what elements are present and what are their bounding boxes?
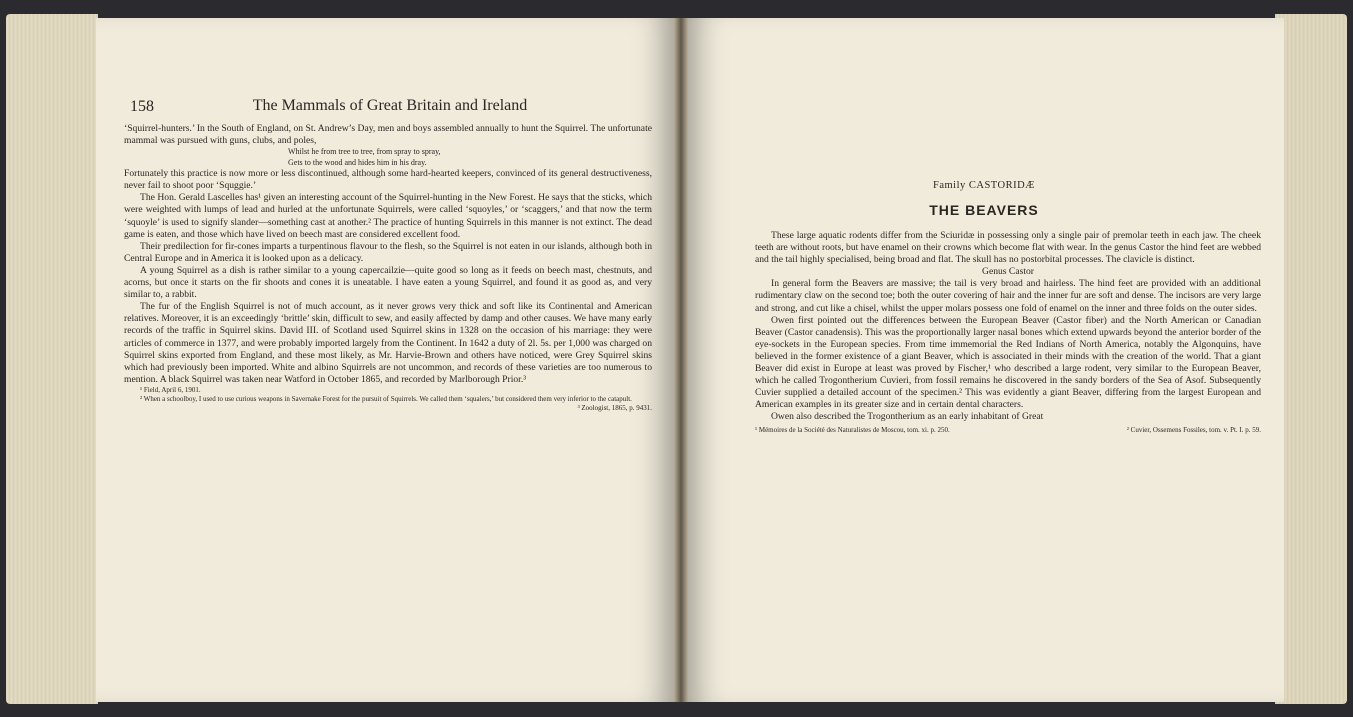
paragraph: In general form the Beavers are massive; the tail is very broad and hairless. The hind feet are provided with an additional rudimentary claw on the second toe; both the outer covering of hair and the inner fur are soft and dense. The incisors are very large and strong, and cut like a chisel, whilst the upper molars possess one fold of enamel on the inner and three folds on the outer sides. (755, 278, 1261, 314)
footnote: ² Cuvier, Ossemens Fossiles, tom. v. Pt. I. p. 59. (1126, 425, 1261, 434)
right-page-body (755, 230, 1261, 435)
verse-line: Whilst he from tree to tree, from spray to spray, (288, 147, 441, 157)
right-page-edges (1275, 14, 1347, 704)
genus-heading: Genus Castor (982, 266, 1034, 278)
running-title: The Mammals of Great Britain and Ireland (252, 97, 528, 114)
footnotes (755, 426, 1261, 435)
footnote: ³ Zoologist, 1865, p. 9431. (577, 403, 652, 412)
paragraph: Owen first pointed out the differences between the European Beaver (Castor fiber) and the North American or Canadian Beaver (Castor canadensis). This was the proportionally larger nasal bones which extend upwards beyond the anterior border of the eye-sockets in the European species. From time immemorial the Red Indians of North America, notably the Algonquins, have believed in the former existence of a giant Beaver, which is associated in their minds with the creation of the world. That a giant Beaver did exist in Europe at least was proved by Fischer,¹ who described a large rodent, very similar to the European Beaver, which he called Trogontherium Cuvieri, from fossil remains he discovered in the sandy borders of the Sea of Asof. Subsequently Cuvier supplied a detailed account of the specimen.² This was evidently a giant Beaver, differing from the largest European and American examples in its greater size and in certain dental characters. (755, 314, 1261, 411)
paragraph: Owen also described the Trogontherium as an early inhabitant of Great (771, 411, 1044, 423)
verse-line: Gets to the wood and hides him in his dray. (288, 157, 427, 167)
paragraph: A young Squirrel as a dish is rather similar to a young capercailzie—quite good so long as it feeds on beech mast, chestnuts, and acorns, but once it starts on the fir shoots and cones it is uneatable. I have eaten a young Squirrel, and found it as good as, and very similar to, a rabbit. (124, 264, 652, 301)
book-gutter (674, 18, 688, 702)
paragraph: These large aquatic rodents differ from the Sciuridæ in possessing only a single pair of premolar teeth in each jaw. The cheek teeth are without roots, but have enamel on their crowns which become flat with wear. In the genus Castor the hind feet are webbed and the tail highly specialised, being broad and flat. The skull has no postorbital processes. The clavicle is distinct. (755, 230, 1261, 266)
paragraph: The Hon. Gerald Lascelles has¹ given an interesting account of the Squirrel-hunting in the New Forest. He says that the sticks, which were weighted with lumps of lead and hurled at the unfortunate Squirrels, were called ‘squoyles,’ or ‘scaggers,’ and that now the term ‘squoyle’ is used to signify slander—something cast at another.² The practice of hunting Squirrels in this manner is not extinct. The dead game is eaten, and those which have lived on beech mast are considered excellent food. (124, 192, 652, 240)
chapter-title: THE BEAVERS (929, 202, 1039, 218)
paragraph: ‘Squirrel-hunters.’ In the South of England, on St. Andrew’s Day, men and boys assembled annually to hunt the Squirrel. The unfortunate mammal was pursued with guns, clubs, and poles, (124, 123, 652, 147)
page-number: 158 (130, 98, 154, 115)
footnote: ² When a schoolboy, I used to use curious weapons in Savernake Forest for the pursuit of Squirrels. We called them ‘squalers,’ but considered them very inferior to the catapult. (140, 394, 632, 403)
paragraph: Fortunately this practice is now more or less discontinued, although some hard-hearted keepers, convinced of its general destructiveness, never fail to shoot poor ‘Squggie.’ (124, 168, 652, 192)
footnote: ¹ Field, April 6, 1901. (140, 385, 201, 394)
paragraph: The fur of the English Squirrel is not of much account, as it never grows very thick and soft like its Continental and American relatives. Moreover, it is an exceedingly ‘brittle’ skin, difficult to sew, and easily affected by damp and other causes. We have many early records of the traffic in Squirrel skins. David III. of Scotland used Squirrel skins in 1328 on the occasion of his marriage: they were articles of commerce in 1377, and were probably imported largely from the Continent. In 1642 a duty of 2l. 5s. per 1,000 was charged on Squirrel skins exported from England, and these most likely, as Mr. Harvie-Brown and others have noticed, were Grey Squirrel skins which had previously been imported. White and albino Squirrels are not uncommon, and records of these varieties are too numerous to mention. A black Squirrel was taken near Watford in October 1865, and recorded by Marlborough Prior.³ (124, 301, 652, 385)
left-page-body (124, 123, 652, 413)
paragraph: Their predilection for fir-cones imparts a turpentinous flavour to the flesh, so the Squirrel is not eaten in our islands, although both in Central Europe and in America it is looked upon as a delicacy. (124, 240, 652, 264)
family-heading: Family CASTORIDÆ (932, 180, 1036, 191)
footnote: ¹ Mémoires de la Société des Naturalistes de Moscou, tom. xi. p. 250. (755, 425, 950, 434)
left-page-edges (6, 14, 98, 704)
